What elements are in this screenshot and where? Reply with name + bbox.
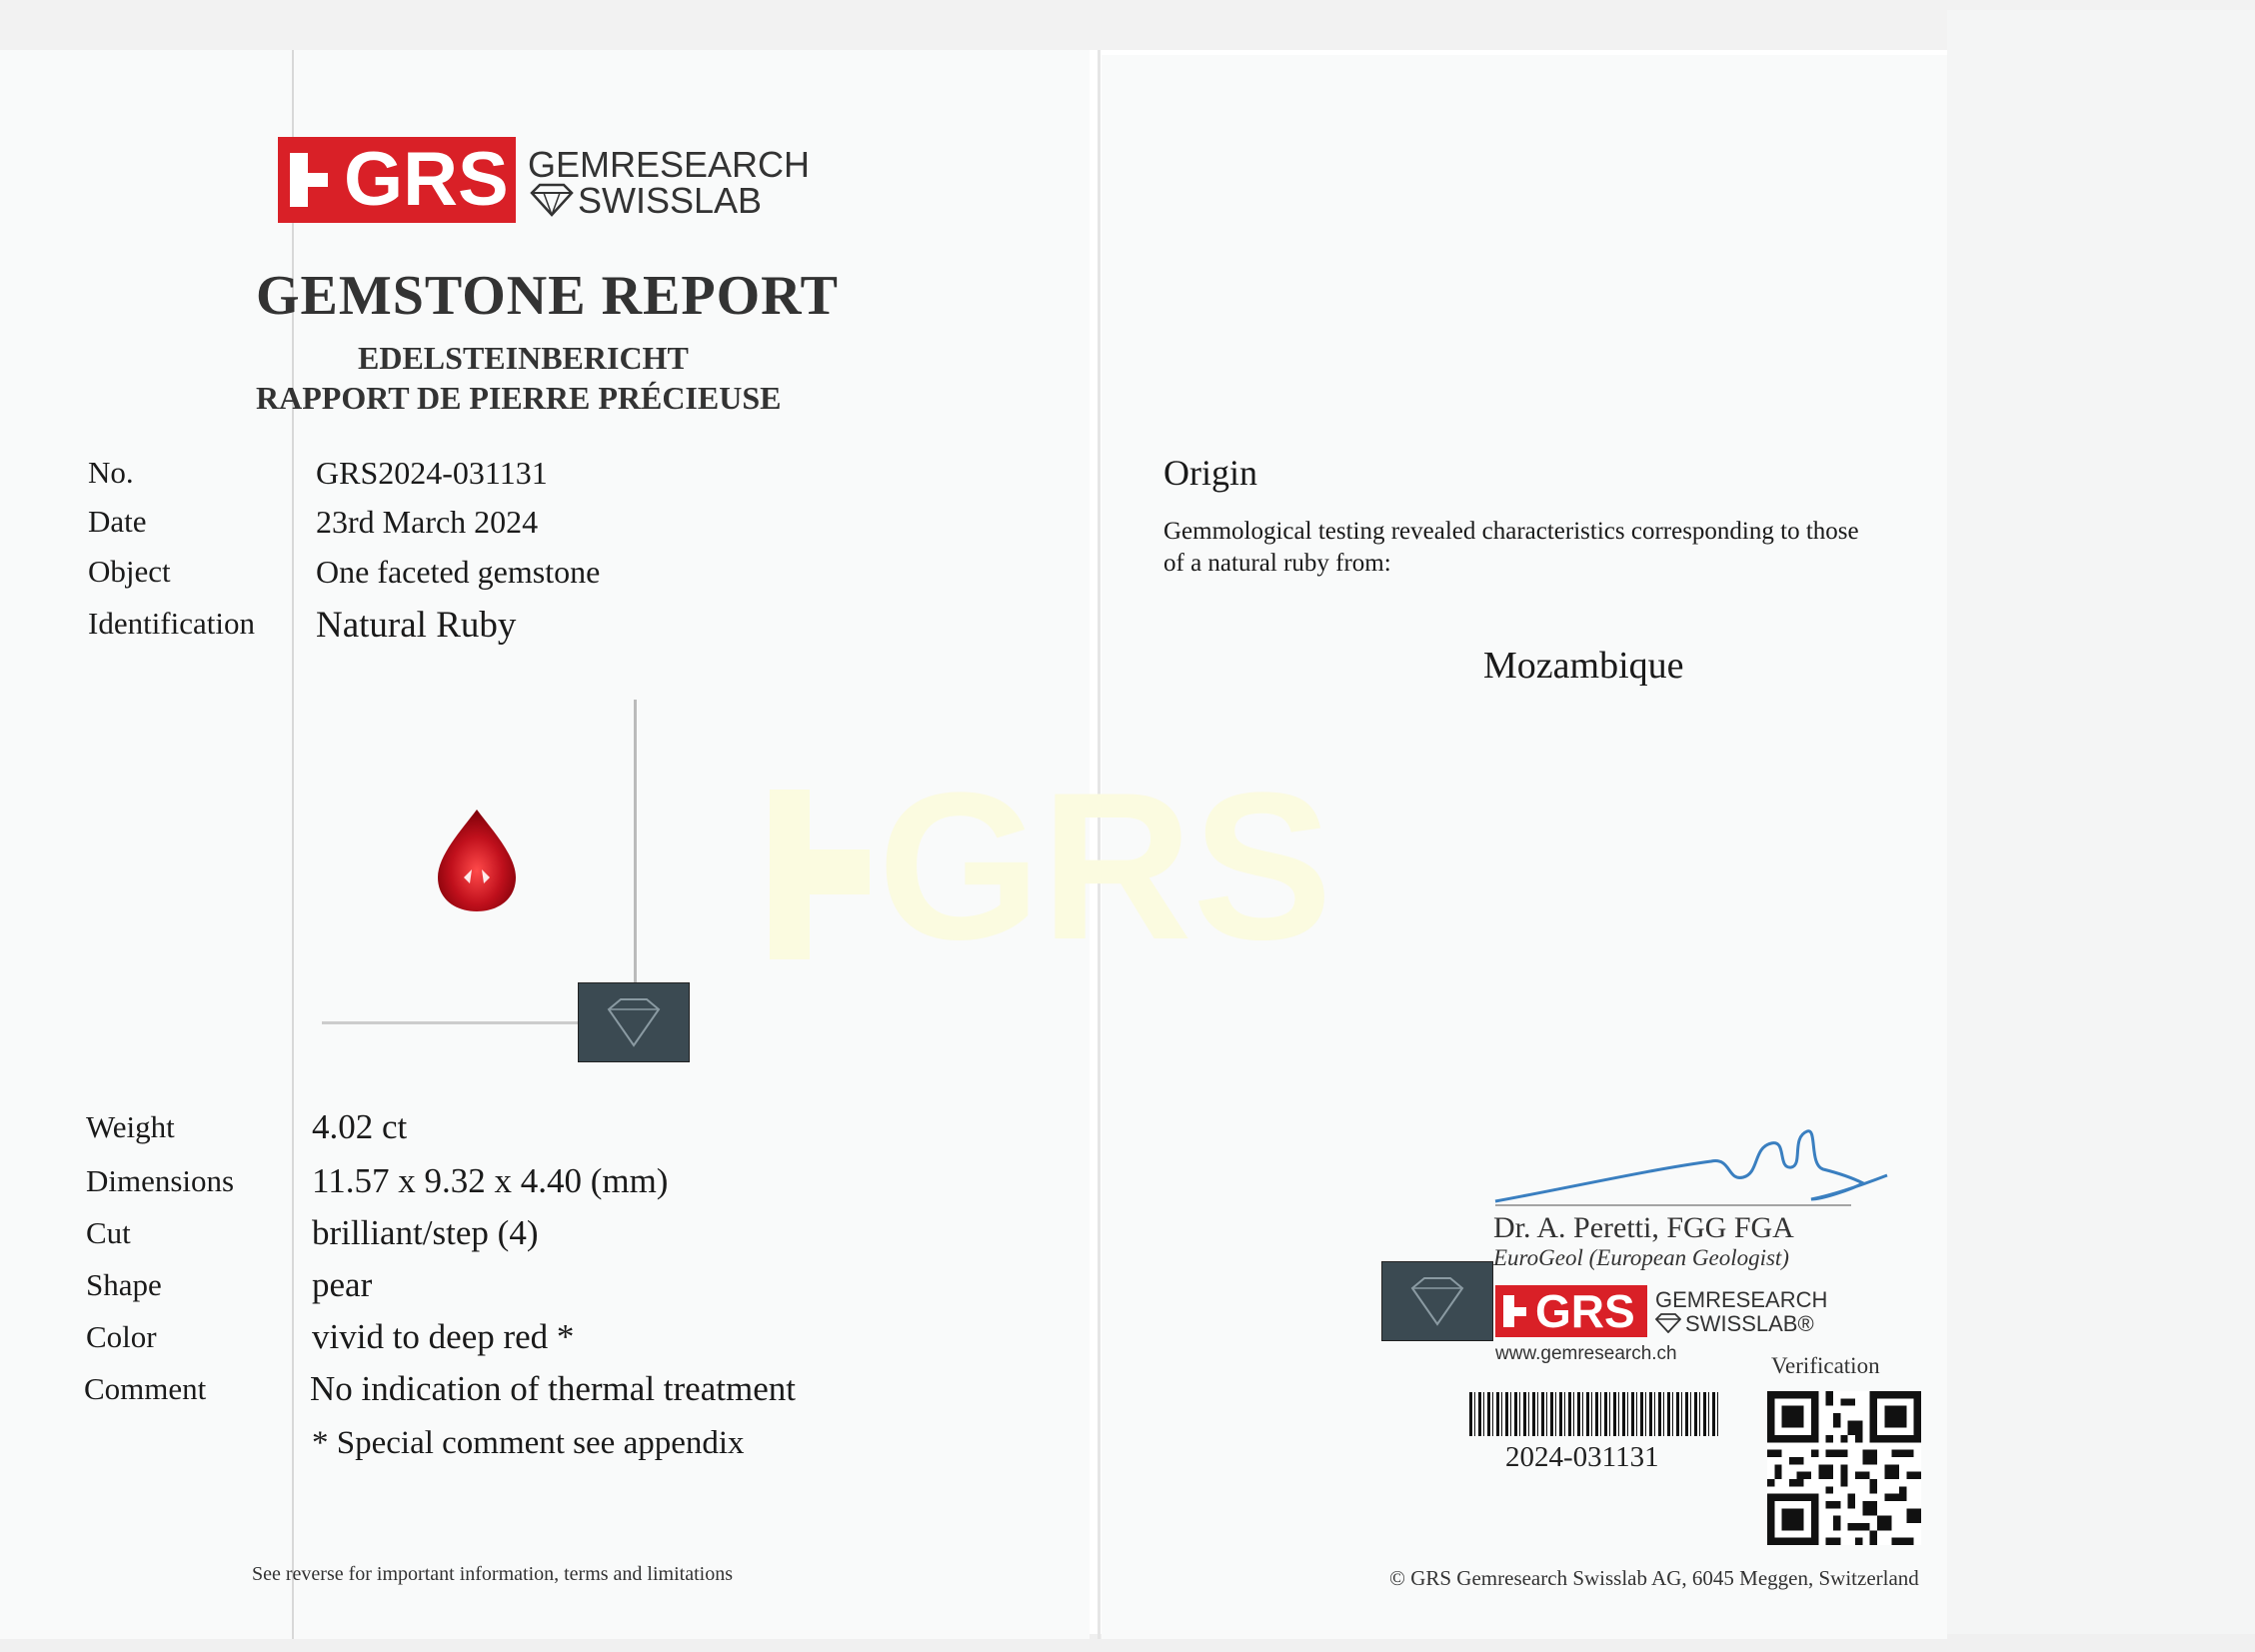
signatory-title: EuroGeol (European Geologist) — [1493, 1245, 1789, 1270]
qr-code[interactable] — [1767, 1391, 1921, 1550]
report-subtitle-de: EDELSTEINBERICHT — [358, 340, 689, 376]
scan-right-edge — [1947, 10, 2255, 1652]
field-value-identification: Natural Ruby — [316, 605, 517, 646]
grs-logo-mark: GRS — [344, 137, 509, 222]
report-title: GEMSTONE REPORT — [256, 265, 839, 327]
grs-logo-small-line2: SWISSLAB® — [1685, 1311, 1814, 1336]
hologram-seal-right — [1381, 1261, 1493, 1341]
field-label-date: Date — [88, 504, 147, 539]
grs-logo-line1: GEMRESEARCH — [528, 144, 811, 185]
left-footer-note: See reverse for important information, terms and limitations — [252, 1563, 733, 1585]
scan-top-band — [0, 0, 2255, 50]
field-value-weight: 4.02 ct — [312, 1107, 408, 1146]
copyright-footer: © GRS Gemresearch Swisslab AG, 6045 Meggen, Switzerland — [1389, 1566, 1919, 1590]
ruby-gem-image — [436, 808, 518, 918]
grs-cross-icon — [290, 153, 308, 207]
field-value-date: 23rd March 2024 — [316, 504, 539, 540]
grs-logo-line2: SWISSLAB — [578, 180, 763, 221]
field-label-identification: Identification — [88, 606, 255, 641]
grs-small-cross-icon-bar — [1514, 1307, 1526, 1316]
origin-country: Mozambique — [1483, 645, 1684, 687]
photo-vertical-line — [634, 700, 637, 989]
grs-logo-small — [1495, 1285, 1835, 1337]
field-label-object: Object — [88, 554, 171, 589]
field-value-comment: No indication of thermal treatment — [310, 1369, 796, 1408]
watermark-cross-bar — [810, 849, 870, 894]
field-value-cut: brilliant/step (4) — [312, 1213, 539, 1252]
hologram-seal-left — [578, 982, 690, 1062]
field-label-no: No. — [88, 455, 134, 490]
watermark-cross — [770, 790, 810, 959]
field-value-no: GRS2024-031131 — [316, 455, 548, 491]
verification-label: Verification — [1771, 1353, 1880, 1378]
origin-text-line1: Gemmological testing revealed characteristics corresponding to those — [1163, 518, 1859, 545]
field-label-color: Color — [86, 1319, 157, 1354]
signatory-name: Dr. A. Peretti, FGG FGA — [1493, 1211, 1794, 1244]
watermark-text: GRS — [878, 749, 1333, 983]
field-label-shape: Shape — [86, 1267, 162, 1302]
field-value-object: One faceted gemstone — [316, 554, 601, 590]
watermark-grs — [770, 749, 1389, 983]
grs-logo-small-line1: GEMRESEARCH — [1655, 1287, 1828, 1312]
origin-text-line2: of a natural ruby from: — [1163, 550, 1391, 577]
barcode-number: 2024-031131 — [1505, 1441, 1659, 1473]
photo-horizontal-line — [322, 1021, 580, 1024]
photo-area — [320, 700, 700, 1069]
barcode — [1469, 1392, 1719, 1436]
signature-image — [1491, 1117, 1891, 1218]
field-value-dimensions: 11.57 x 9.32 x 4.40 (mm) — [312, 1161, 669, 1200]
grs-logo — [278, 137, 811, 223]
field-value-shape: pear — [312, 1265, 373, 1304]
grs-logo-small-mark: GRS — [1535, 1285, 1635, 1337]
field-label-cut: Cut — [86, 1215, 131, 1250]
report-subtitle-fr: RAPPORT DE PIERRE PRÉCIEUSE — [256, 380, 782, 416]
origin-heading: Origin — [1163, 453, 1257, 493]
small-diamond-icon — [1655, 1313, 1681, 1338]
diamond-icon — [530, 183, 574, 222]
grs-cross-icon-bar — [308, 173, 328, 187]
grs-small-cross-icon — [1503, 1295, 1514, 1327]
field-label-dimensions: Dimensions — [86, 1163, 235, 1198]
website-url: www.gemresearch.ch — [1495, 1343, 1677, 1364]
field-value-color: vivid to deep red * — [312, 1317, 575, 1356]
field-label-weight: Weight — [86, 1109, 175, 1144]
special-comment-note: * Special comment see appendix — [312, 1425, 745, 1461]
field-label-comment: Comment — [84, 1371, 207, 1406]
